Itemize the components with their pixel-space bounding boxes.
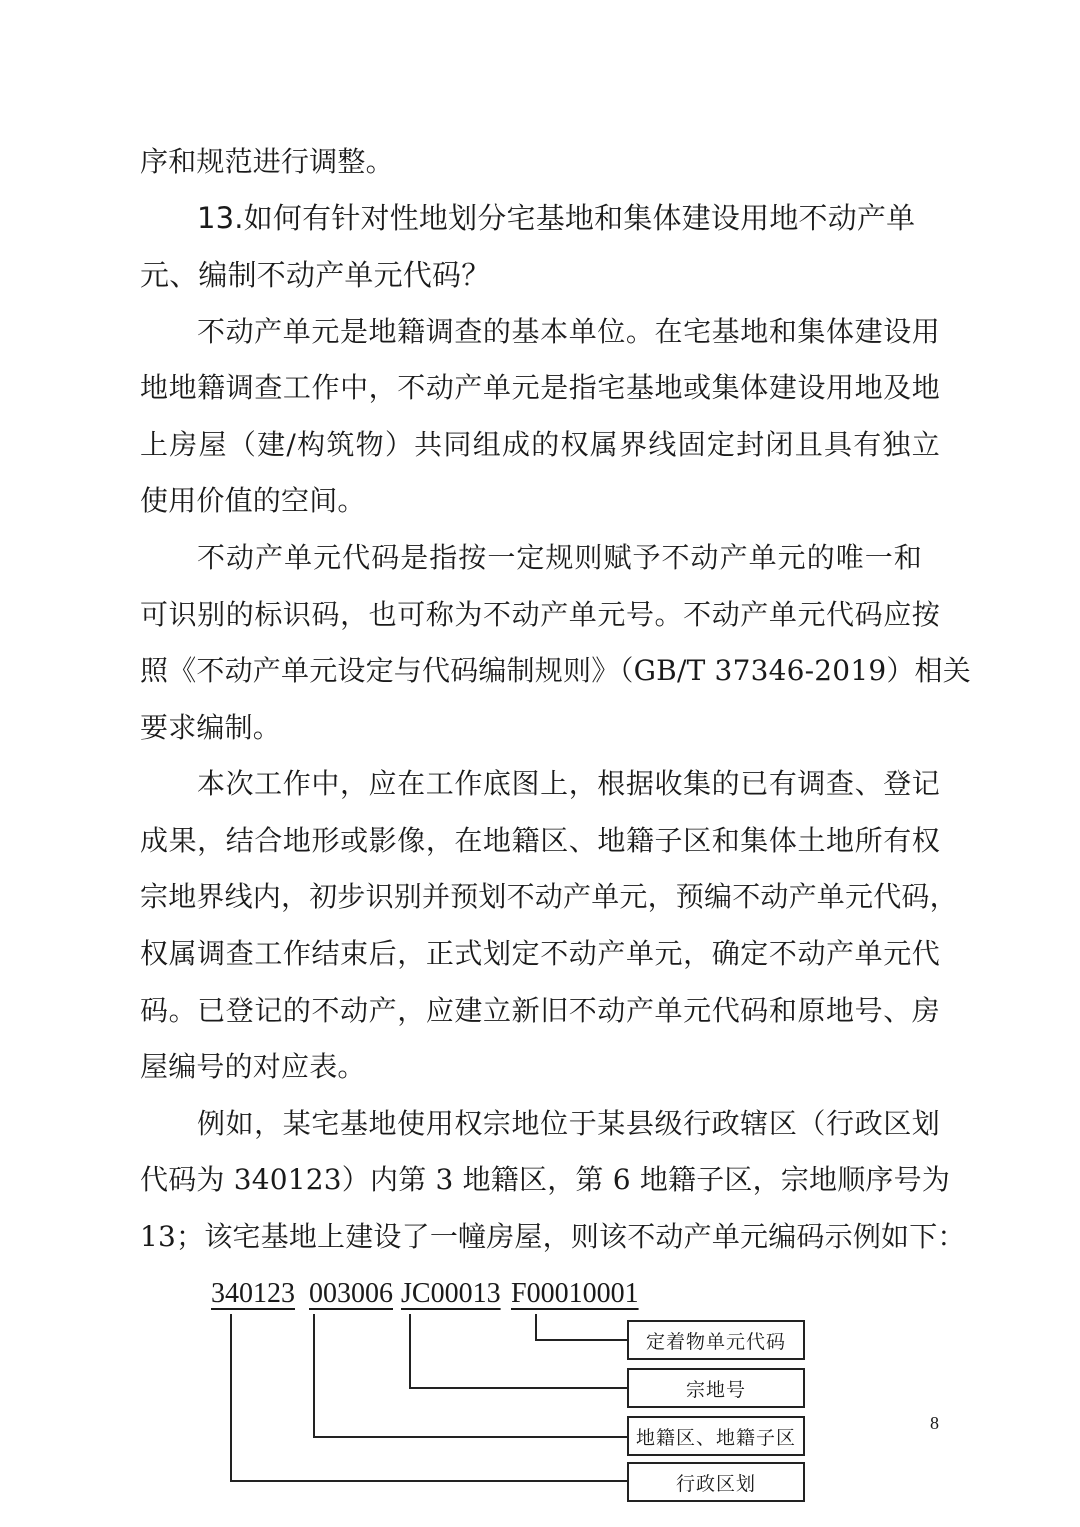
paragraph-line: 不动产单元是地籍调查的基本单位。在宅基地和集体建设用 — [197, 315, 940, 348]
paragraph-line: 13；该宅基地上建设了一幢房屋，则该不动产单元编码示例如下： — [140, 1220, 966, 1253]
paragraph-line: 代码为 340123）内第 3 地籍区，第 6 地籍子区，宗地顺序号为 — [140, 1163, 951, 1196]
paragraph-line: 宗地界线内，初步识别并预划不动产单元，预编不动产单元代码， — [140, 880, 958, 913]
paragraph-line: 地地籍调查工作中，不动产单元是指宅基地或集体建设用地及地 — [140, 371, 940, 404]
code-segment-parcel: JC00013 — [401, 1278, 501, 1309]
connector-fixture — [536, 1314, 627, 1340]
paragraph-line: 使用价值的空间。 — [140, 484, 366, 517]
paragraph-line: 例如，某宅基地使用权宗地位于某县级行政辖区（行政区划 — [197, 1107, 940, 1140]
paragraph-line: 上房屋（建/构筑物）共同组成的权属界线固定封闭且具有独立 — [140, 428, 940, 461]
label-box-fixture-code: 定着物单元代码 — [627, 1320, 805, 1360]
paragraph-line: 本次工作中，应在工作底图上，根据收集的已有调查、登记 — [197, 767, 940, 800]
connector-parcel — [410, 1314, 627, 1388]
paragraph-line: 照《不动产单元设定与代码编制规则》（GB/T 37346-2019）相关 — [140, 654, 971, 687]
page-number: 8 — [930, 1413, 939, 1433]
paragraph-line: 要求编制。 — [140, 711, 282, 744]
section-heading-cont: 元、编制不动产单元代码？ — [140, 258, 491, 292]
paragraph-line: 可识别的标识码，也可称为不动产单元号。不动产单元代码应按 — [140, 598, 940, 631]
label-box-parcel-number: 宗地号 — [627, 1368, 805, 1408]
code-segment-cadastral: 003006 — [309, 1278, 393, 1309]
paragraph-line: 权属调查工作结束后，正式划定不动产单元，确定不动产单元代 — [140, 937, 940, 970]
text-line: 序和规范进行调整。 — [140, 145, 394, 178]
code-segment-admin: 340123 — [211, 1278, 295, 1309]
section-heading: 13.如何有针对性地划分宅基地和集体建设用地不动产单 — [197, 201, 916, 235]
label-box-admin-division: 行政区划 — [627, 1462, 805, 1502]
paragraph-line: 屋编号的对应表。 — [140, 1050, 366, 1083]
paragraph-line: 不动产单元代码是指按一定规则赋予不动产单元的唯一和 — [197, 541, 922, 574]
paragraph-line: 码。已登记的不动产，应建立新旧不动产单元代码和原地号、房 — [140, 994, 940, 1027]
label-box-cadastral-zone: 地籍区、地籍子区 — [627, 1416, 805, 1456]
code-segment-fixture: F00010001 — [511, 1278, 639, 1309]
paragraph-line: 成果，结合地形或影像，在地籍区、地籍子区和集体土地所有权 — [140, 824, 940, 857]
connector-cadastral — [314, 1314, 627, 1437]
